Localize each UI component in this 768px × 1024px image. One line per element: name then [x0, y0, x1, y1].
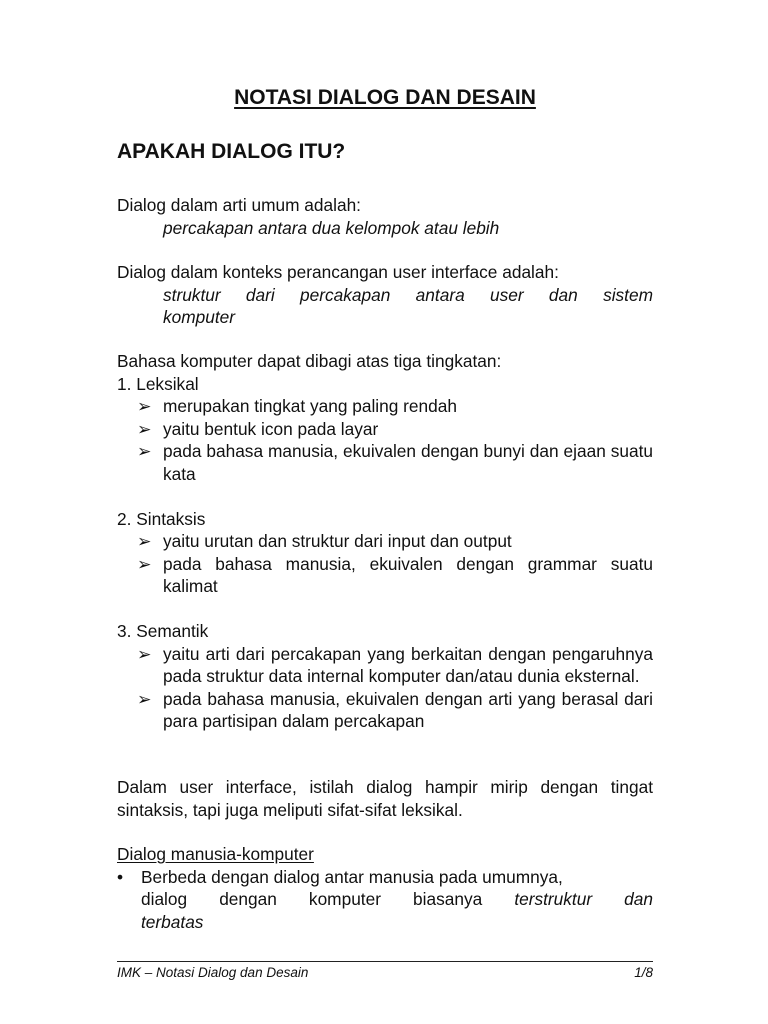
arrow-bullet-icon: ➢: [137, 418, 152, 439]
human-computer-section: [117, 843, 653, 933]
list-item: • Berbeda dengan dialog antar manusia pada umumnya, dialog dengan komputer biasanya terstruktur dan terbatas: [117, 866, 654, 932]
ui-definition-text-line2: komputer: [163, 307, 236, 327]
level-semantik: [117, 620, 653, 733]
bullet-icon: •: [117, 866, 124, 887]
general-definition-intro: Dialog dalam arti umum adalah:: [117, 195, 361, 215]
level-label: 2. Sintaksis: [117, 508, 206, 529]
page-footer: [117, 965, 653, 980]
list-item: ➢ yaitu bentuk icon pada layar: [137, 418, 379, 439]
levels-section: [117, 350, 653, 733]
list-item: ➢ merupakan tingkat yang paling rendah: [137, 396, 457, 416]
footer-title: IMK – Notasi Dialog dan Desain: [117, 965, 309, 980]
footer-divider: [117, 961, 653, 962]
list-item: ➢ yaitu urutan dan struktur dari input dan output: [137, 531, 512, 551]
list-item: ➢ yaitu arti dari percakapan yang berkaitan dengan pengaruhnya pada struktur data internal komputer dan/atau dunia eksternal.: [137, 643, 653, 686]
ui-definition-intro: Dialog dalam konteks perancangan user interface adalah:: [117, 262, 559, 282]
ui-definition-text-line1: struktur dari percakapan antara user dan sistem: [163, 284, 653, 305]
arrow-bullet-icon: ➢: [137, 553, 152, 574]
list-item: ➢ pada bahasa manusia, ekuivalen dengan bunyi dan ejaan suatu kata: [137, 441, 653, 484]
arrow-bullet-icon: ➢: [137, 531, 152, 551]
arrow-bullet-icon: ➢: [137, 396, 152, 416]
levels-intro: Bahasa komputer dapat dibagi atas tiga tingkatan:: [117, 351, 502, 371]
arrow-bullet-icon: ➢: [137, 688, 152, 709]
general-definition: [117, 194, 653, 239]
list-item: ➢ pada bahasa manusia, ekuivalen dengan arti yang berasal dari para partisipan dalam percakapan: [137, 688, 653, 731]
level-leksikal: [117, 373, 653, 486]
section-heading: APAKAH DIALOG ITU?: [117, 140, 346, 163]
summary-paragraph: Dalam user interface, istilah dialog hampir mirip dengan tingat sintaksis, tapi juga meliputi sifat-sifat leksikal.: [117, 777, 653, 820]
general-definition-text: percakapan antara dua kelompok atau lebih: [163, 217, 500, 238]
page-title: NOTASI DIALOG DAN DESAIN: [234, 86, 536, 109]
level-sintaksis: [117, 508, 653, 598]
page-number: 1/8: [634, 965, 653, 980]
arrow-bullet-icon: ➢: [137, 643, 152, 664]
list-item: ➢ pada bahasa manusia, ekuivalen dengan grammar suatu kalimat: [137, 553, 653, 596]
level-label: 1. Leksikal: [117, 373, 199, 394]
level-label: 3. Semantik: [117, 621, 209, 641]
subheading: Dialog manusia-komputer: [117, 844, 314, 864]
ui-definition: [117, 261, 653, 329]
arrow-bullet-icon: ➢: [137, 441, 152, 461]
